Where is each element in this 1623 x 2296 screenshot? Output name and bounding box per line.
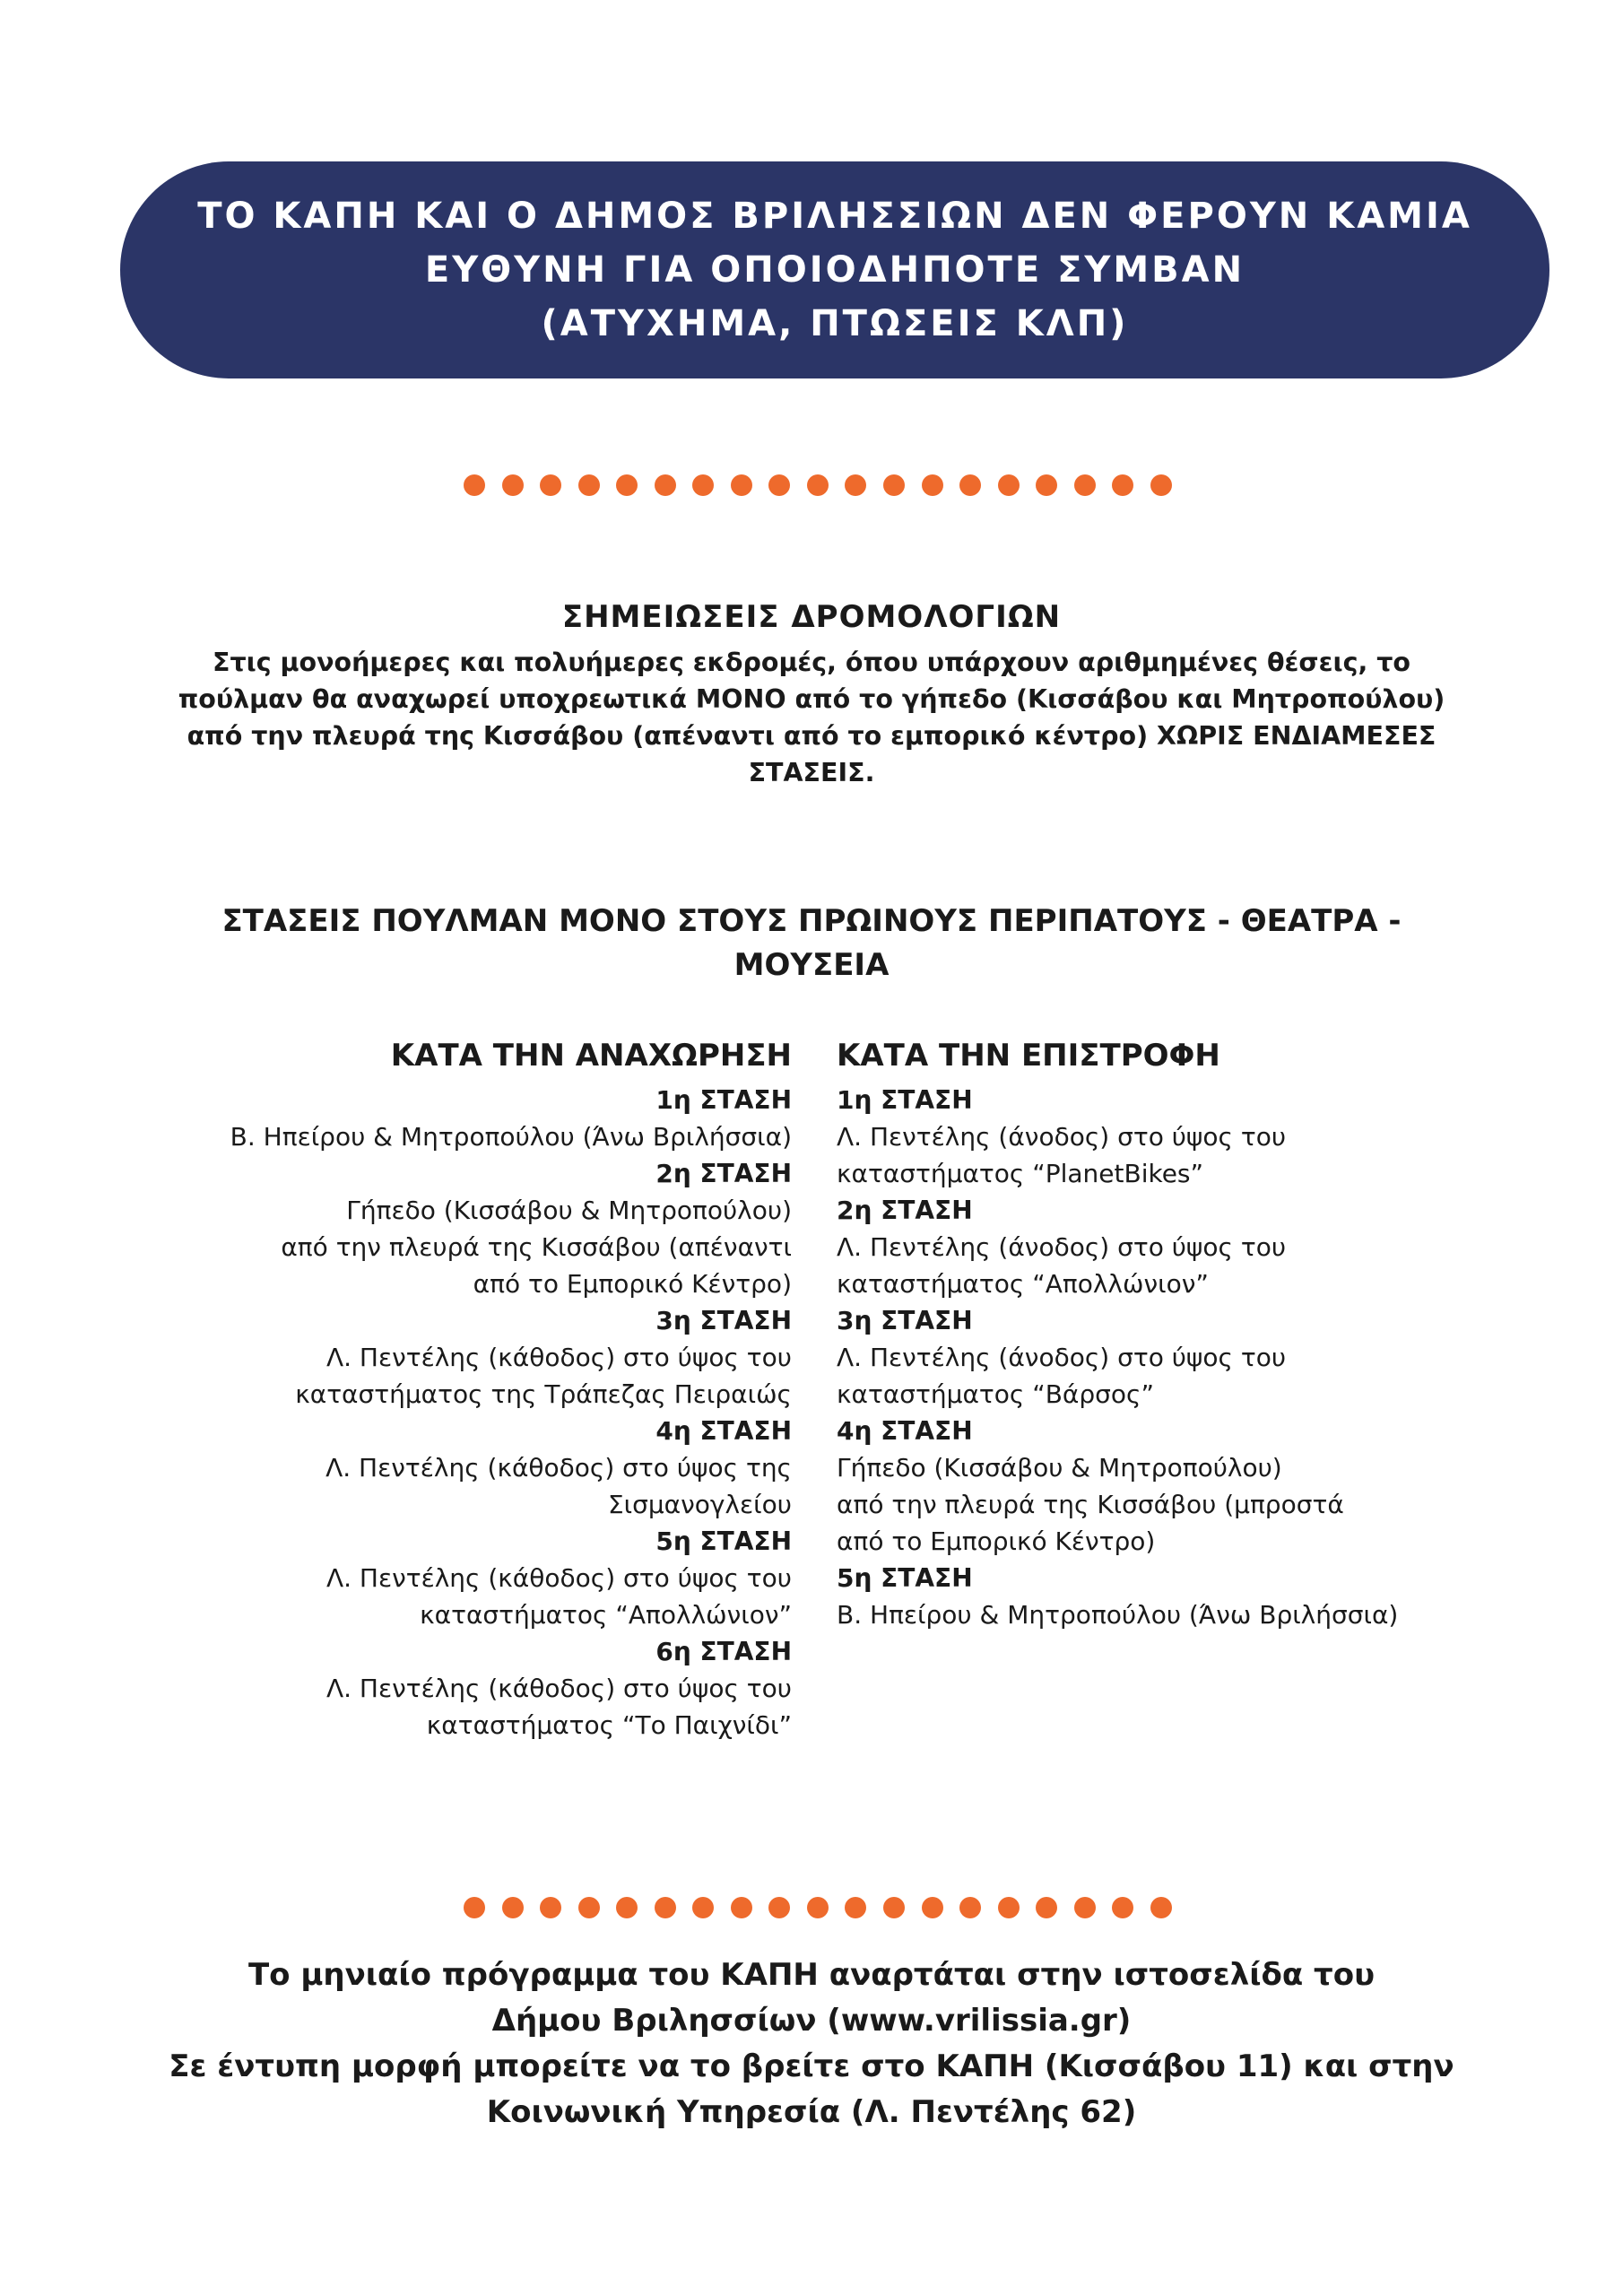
orange-dot — [998, 474, 1020, 496]
stop-label: 3η ΣΤΑΣΗ — [837, 1306, 973, 1335]
stop-label: 2η ΣΤΑΣΗ — [837, 1196, 973, 1225]
departure-stop — [110, 1633, 792, 1744]
orange-dot — [883, 474, 905, 496]
departure-stop — [110, 1413, 792, 1523]
stop-label: 1η ΣΤΑΣΗ — [655, 1085, 792, 1115]
return-stop — [837, 1082, 1554, 1192]
orange-dot — [464, 1897, 485, 1918]
stop-location: Β. Ηπείρου & Μητροπούλου (Άνω Βριλήσσια) — [837, 1600, 1399, 1630]
orange-dot — [616, 474, 638, 496]
stop-location: Λ. Πεντέλης (άνοδος) στο ύψος του καταστήματος “Απολλώνιον” — [837, 1232, 1287, 1299]
banner-line: (ΑΤΥΧΗΜΑ, ΠΤΩΣΕΙΣ ΚΛΠ) — [541, 303, 1129, 344]
orange-dot — [578, 474, 600, 496]
return-heading: ΚΑΤΑ ΤΗΝ ΕΠΙΣΤΡΟΦΗ — [837, 1038, 1220, 1074]
return-stop — [837, 1302, 1554, 1413]
stops-title-line: ΣΤΑΣΕΙΣ ΠΟΥΛΜΑΝ ΜΟΝΟ ΣΤΟΥΣ ΠΡΩΙΝΟΥΣ ΠΕΡΙΠΑΤΟΥΣ - ΘΕΑΤΡΑ - — [221, 903, 1402, 939]
orange-dot — [959, 474, 981, 496]
orange-dot — [768, 474, 790, 496]
notes-line: ΣΤΑΣΕΙΣ. — [748, 758, 875, 787]
orange-dot — [998, 1897, 1020, 1918]
orange-dot — [883, 1897, 905, 1918]
return-stop — [837, 1192, 1554, 1302]
notes-line: από την πλευρά της Κισσάβου (απέναντι από το εμπορικό κέντρο) ΧΩΡΙΣ ΕΝΔΙΑΜΕΣΕΣ — [187, 721, 1436, 751]
banner-line: ΕΥΘΥΝΗ ΓΙΑ ΟΠΟΙΟΔΗΠΟΤΕ ΣΥΜΒΑΝ — [424, 249, 1245, 291]
orange-dot — [1036, 474, 1057, 496]
stops-title-line: ΜΟΥΣΕΙΑ — [733, 947, 890, 983]
orange-dot — [655, 474, 676, 496]
stop-label: 4η ΣΤΑΣΗ — [655, 1416, 792, 1446]
orange-dot — [922, 1897, 943, 1918]
disclaimer-banner — [120, 161, 1549, 378]
orange-dot — [731, 474, 752, 496]
departure-column — [110, 1031, 792, 1744]
stop-label: 6η ΣΤΑΣΗ — [655, 1637, 792, 1666]
departure-stop — [110, 1302, 792, 1413]
orange-dot — [540, 1897, 561, 1918]
orange-dot — [1036, 1897, 1057, 1918]
dotted-divider-top — [464, 473, 1172, 498]
orange-dot — [692, 474, 714, 496]
orange-dot — [845, 1897, 866, 1918]
orange-dot — [807, 1897, 829, 1918]
departure-stop — [110, 1082, 792, 1155]
stop-location: Λ. Πεντέλης (κάθοδος) στο ύψος του καταστήματος “Το Παιχνίδι” — [325, 1674, 792, 1740]
stop-label: 5η ΣΤΑΣΗ — [655, 1526, 792, 1556]
notes-title: ΣΗΜΕΙΩΣΕΙΣ ΔΡΟΜΟΛΟΓΙΩΝ — [561, 599, 1062, 635]
stop-location: Β. Ηπείρου & Μητροπούλου (Άνω Βριλήσσια) — [230, 1122, 792, 1152]
orange-dot — [464, 474, 485, 496]
orange-dot — [540, 474, 561, 496]
footer-info — [0, 1952, 1623, 2135]
notes-line: πούλμαν θα αναχωρεί υποχρεωτικά ΜΟΝΟ από το γήπεδο (Κισσάβου και Μητροπούλου) — [178, 684, 1445, 714]
footer-line: Κοινωνική Υπηρεσία (Λ. Πεντέλης 62) — [486, 2094, 1137, 2130]
stop-location: Λ. Πεντέλης (κάθοδος) στο ύψος της Σισμανογλείου — [325, 1453, 792, 1519]
stop-location: Γήπεδο (Κισσάβου & Μητροπούλου) από την πλευρά της Κισσάβου (απέναντι από το Εμπορικό Κέντρο) — [281, 1196, 792, 1299]
return-stop — [837, 1413, 1554, 1560]
orange-dot — [616, 1897, 638, 1918]
stop-location: Λ. Πεντέλης (κάθοδος) στο ύψος του καταστήματος της Τράπεζας Πειραιώς — [295, 1343, 792, 1409]
stop-label: 3η ΣΤΑΣΗ — [655, 1306, 792, 1335]
footer-line: Το μηνιαίο πρόγραμμα του ΚΑΠΗ αναρτάται στην ιστοσελίδα του — [247, 1957, 1376, 1993]
notes-body — [0, 644, 1623, 791]
departure-stop — [110, 1523, 792, 1633]
orange-dot — [655, 1897, 676, 1918]
orange-dot — [1150, 474, 1172, 496]
return-column — [837, 1031, 1554, 1633]
orange-dot — [1112, 1897, 1133, 1918]
stop-label: 4η ΣΤΑΣΗ — [837, 1416, 973, 1446]
banner-line: ΤΟ ΚΑΠΗ ΚΑΙ Ο ΔΗΜΟΣ ΒΡΙΛΗΣΣΙΩΝ ΔΕΝ ΦΕΡΟΥΝ ΚΑΜΙΑ — [197, 196, 1472, 237]
return-stop — [837, 1560, 1554, 1633]
orange-dot — [731, 1897, 752, 1918]
stop-label: 5η ΣΤΑΣΗ — [837, 1563, 973, 1593]
orange-dot — [1112, 474, 1133, 496]
orange-dot — [502, 1897, 524, 1918]
departure-heading: ΚΑΤΑ ΤΗΝ ΑΝΑΧΩΡΗΣΗ — [390, 1038, 792, 1074]
stop-label: 2η ΣΤΑΣΗ — [655, 1159, 792, 1188]
orange-dot — [959, 1897, 981, 1918]
orange-dot — [1074, 1897, 1096, 1918]
stop-location: Λ. Πεντέλης (κάθοδος) στο ύψος του καταστήματος “Απολλώνιον” — [325, 1563, 792, 1630]
stop-label: 1η ΣΤΑΣΗ — [837, 1085, 973, 1115]
orange-dot — [1150, 1897, 1172, 1918]
stop-location: Λ. Πεντέλης (άνοδος) στο ύψος του καταστήματος “PlanetBikes” — [837, 1122, 1287, 1188]
stops-title — [0, 900, 1623, 987]
departure-stop — [110, 1155, 792, 1302]
orange-dot — [1074, 474, 1096, 496]
orange-dot — [807, 474, 829, 496]
notes-line: Στις μονοήμερες και πολυήμερες εκδρομές, όπου υπάρχουν αριθμημένες θέσεις, το — [212, 648, 1410, 677]
orange-dot — [922, 474, 943, 496]
stop-location: Γήπεδο (Κισσάβου & Μητροπούλου) από την πλευρά της Κισσάβου (μπροστά από το Εμπορικό Κέντρο) — [837, 1453, 1344, 1556]
dotted-divider-bottom — [464, 1895, 1172, 1920]
orange-dot — [692, 1897, 714, 1918]
stop-location: Λ. Πεντέλης (άνοδος) στο ύψος του καταστήματος “Βάρσος” — [837, 1343, 1287, 1409]
footer-line: Δήμου Βριλησσίων (www.vrilissia.gr) — [491, 2003, 1132, 2039]
orange-dot — [845, 474, 866, 496]
orange-dot — [768, 1897, 790, 1918]
orange-dot — [578, 1897, 600, 1918]
footer-line: Σε έντυπη μορφή μπορείτε να το βρείτε στο ΚΑΠΗ (Κισσάβου 11) και στην — [169, 2048, 1454, 2084]
orange-dot — [502, 474, 524, 496]
